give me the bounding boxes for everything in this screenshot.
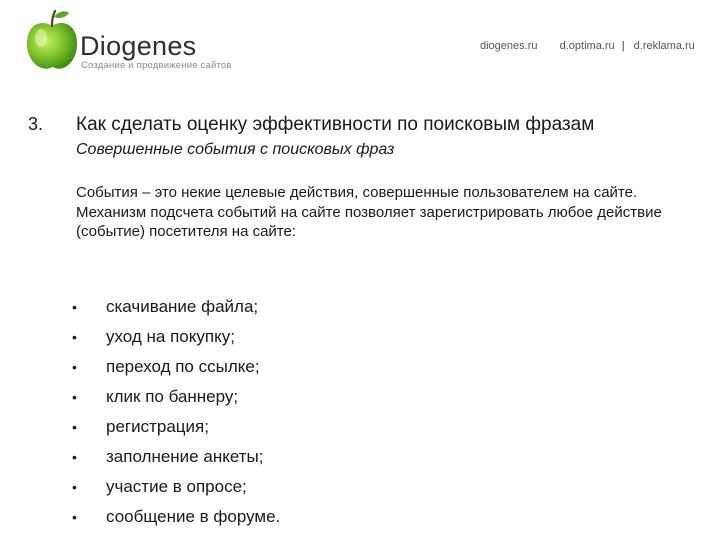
list-item-text: заполнение анкеты;: [106, 447, 264, 466]
logo-tagline: Создание и продвижение сайтов: [81, 60, 232, 71]
site-link-reklama[interactable]: d.reklama.ru: [633, 40, 695, 52]
bullet-icon: •: [72, 479, 77, 495]
list-item-text: сообщение в форуме.: [106, 507, 281, 526]
description-paragraph-mechanism: Механизм подсчета событий на сайте позволяет зарегистрировать любое действие (событие) посетителя на сайте:: [76, 203, 662, 240]
list-item-text: скачивание файла;: [106, 297, 259, 316]
green-apple-icon: [22, 8, 82, 74]
bullet-icon: •: [72, 449, 77, 465]
bullet-icon: •: [72, 329, 77, 345]
site-link-optima[interactable]: d.optima.ru: [559, 40, 615, 52]
slide-number: 3.: [28, 114, 44, 134]
list-item-text: участие в опросе;: [106, 477, 247, 496]
site-pipe-divider: |: [621, 40, 625, 52]
list-item-text: клик по баннеру;: [106, 387, 239, 406]
description: [76, 183, 676, 242]
description-paragraph-events: События – это некие целевые действия, совершенные пользователем на сайте.: [76, 184, 638, 201]
list-item-text: переход по ссылке;: [106, 357, 260, 376]
logo-title: Diogenes: [80, 31, 197, 61]
slide-subtitle: Совершенные события с поисковых фраз: [76, 141, 395, 158]
header: [0, 0, 720, 100]
bullet-icon: •: [72, 299, 77, 315]
bullet-icon: •: [72, 419, 77, 435]
bullet-icon: •: [72, 359, 77, 375]
site-links: [480, 40, 695, 52]
bullet-icon: •: [72, 389, 77, 405]
slide-title: Как сделать оценку эффективности по поисковым фразам: [76, 114, 595, 135]
list-item-text: регистрация;: [106, 417, 209, 436]
site-link-diogenes[interactable]: diogenes.ru: [480, 40, 538, 52]
bullet-icon: •: [72, 509, 77, 525]
list-item-text: уход на покупку;: [106, 327, 235, 346]
